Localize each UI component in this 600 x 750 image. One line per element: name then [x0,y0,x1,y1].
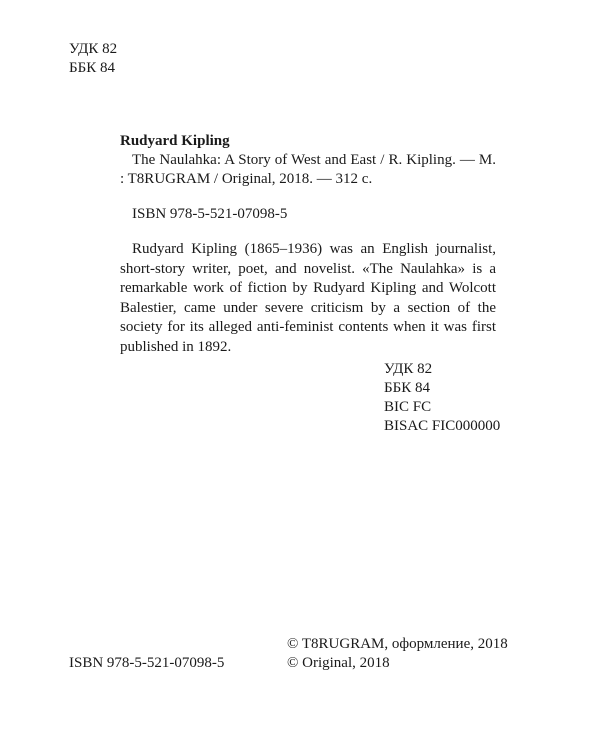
bisac-code: BISAC FIC000000 [384,418,501,434]
top-classification [69,40,117,78]
bibliographic-record [120,132,496,357]
copyright-notices [287,635,508,673]
bic-code: BIC FC [384,399,432,415]
footer-isbn: ISBN 978-5-521-07098-5 [69,655,225,671]
bbk-code: ББК 84 [384,380,430,396]
copyright-design: © T8RUGRAM, оформление, 2018 [287,636,508,652]
book-abstract: Rudyard Kipling (1865–1936) was an English journalist, short-story writer, poet, and novelist. «The Naulahka» is a remarkable work of fiction by Rudyard Kipling and Wolcott Balestier, came under severe criticism by a section of the society for its alleged anti-feminist contents when it was first published in 1892. [120,241,496,355]
title-description: The Naulahka: A Story of West and East / R. Kipling. — M. : T8RUGRAM / Original, 2018. — 312 c. [120,152,496,187]
udk-code: УДК 82 [384,361,433,377]
udk-code: УДК 82 [69,41,118,57]
copyright-original: © Original, 2018 [287,655,390,671]
bbk-code: ББК 84 [69,60,115,76]
classification-codes [384,360,500,436]
isbn-number: ISBN 978-5-521-07098-5 [132,206,288,222]
author-name: Rudyard Kipling [120,133,230,149]
